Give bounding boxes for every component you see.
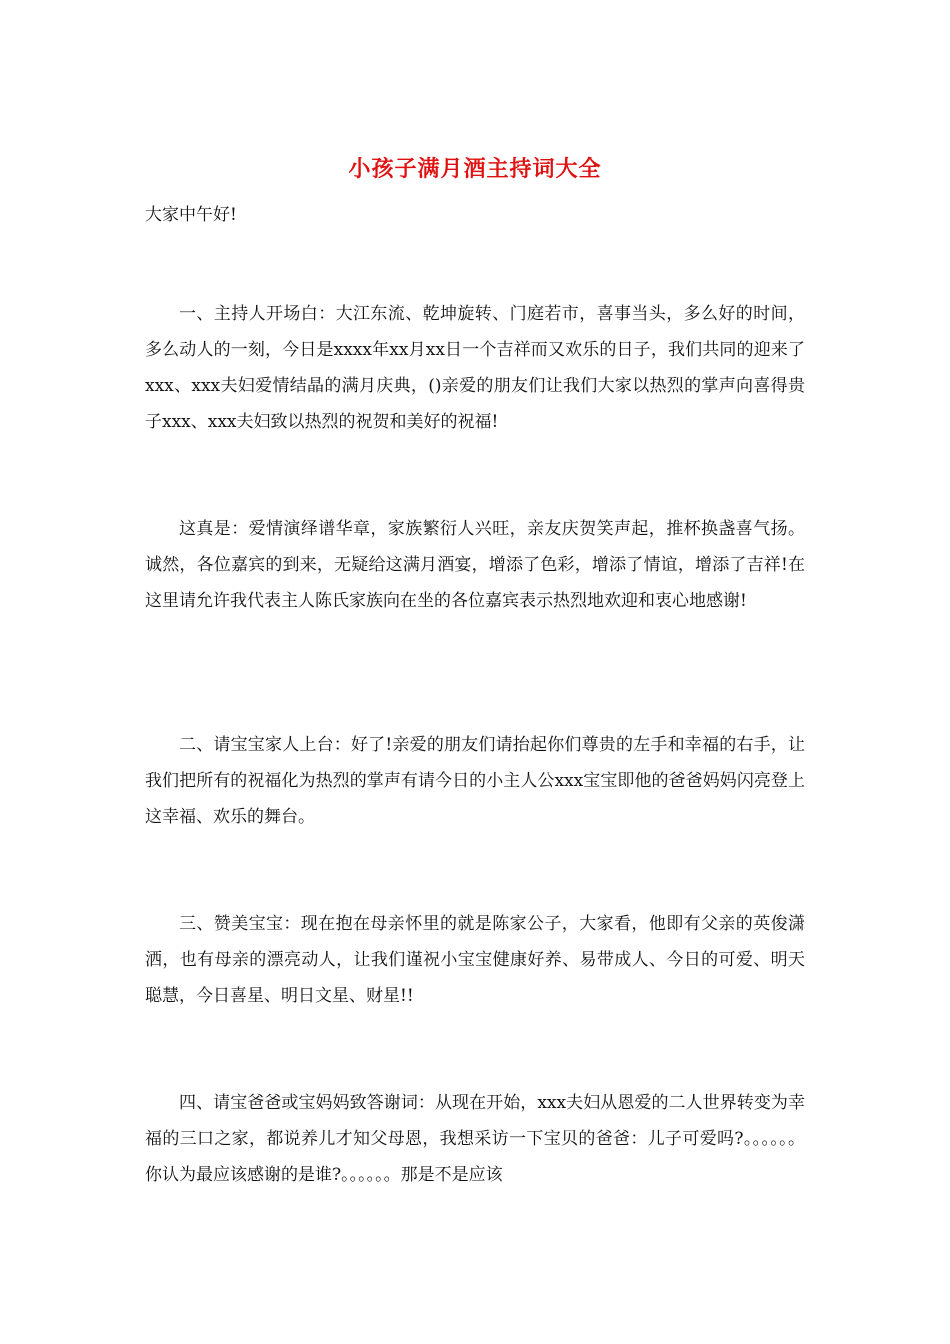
- paragraph-praise-baby: 三、赞美宝宝：现在抱在母亲怀里的就是陈家公子，大家看，他即有父亲的英俊潇洒，也有母亲的漂亮动人，让我们谨祝小宝宝健康好养、易带成人、今日的可爱、明天聪慧，今日喜星、明日文星、财星!!: [145, 914, 805, 1006]
- greeting-line: 大家中午好!: [145, 205, 237, 225]
- paragraph-celebration: 这真是：爱情演绎谱华章，家族繁衍人兴旺，亲友庆贺笑声起，推杯换盏喜气扬。诚然，各位嘉宾的到来，无疑给这满月酒宴，增添了色彩，增添了情谊，增添了吉祥!在这里请允许我代表主人陈氏家族向在坐的各位嘉宾表示热烈地欢迎和衷心地感谢!: [145, 519, 805, 611]
- paragraph-invite-family: 二、请宝宝家人上台：好了!亲爱的朋友们请抬起你们尊贵的左手和幸福的右手，让我们把所有的祝福化为热烈的掌声有请今日的小主人公xxx宝宝即他的爸爸妈妈闪亮登上这幸福、欢乐的舞台。: [145, 735, 805, 827]
- paragraph-opening-remarks: 一、主持人开场白：大江东流、乾坤旋转、门庭若市，喜事当头，多么好的时间，多么动人的一刻，今日是xxxx年xx月xx日一个吉祥而又欢乐的日子，我们共同的迎来了xxx、xxx夫妇爱情结晶的满月庆典，()亲爱的朋友们让我们大家以热烈的掌声向喜得贵子xxx、xxx夫妇致以热烈的祝贺和美好的祝福!: [145, 304, 805, 432]
- paragraph-thanks-speech: 四、请宝爸爸或宝妈妈致答谢词：从现在开始，xxx夫妇从恩爱的二人世界转变为幸福的三口之家，都说养儿才知父母恩，我想采访一下宝贝的爸爸：儿子可爱吗?。。。。。。你认为最应该感谢的是谁?。。。。。。那是不是应该: [145, 1093, 805, 1185]
- document-title: 小孩子满月酒主持词大全: [348, 157, 602, 182]
